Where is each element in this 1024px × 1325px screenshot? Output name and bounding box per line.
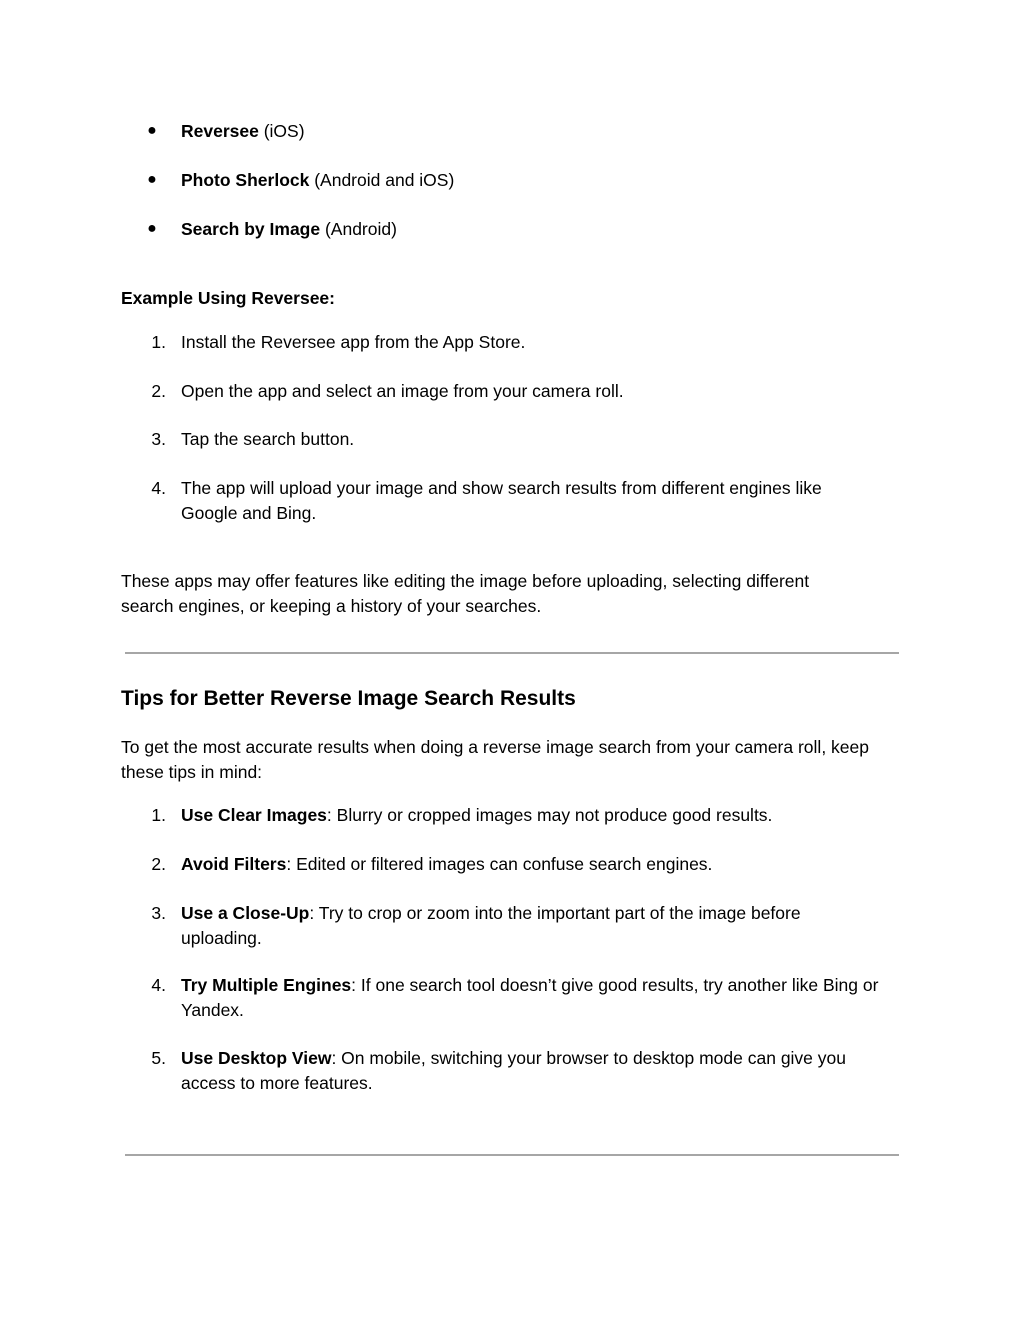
tip-title: Use Clear Images xyxy=(181,805,327,825)
app-platform: (Android and iOS) xyxy=(309,170,455,190)
tip-text xyxy=(181,803,901,828)
step-text: Tap the search button. xyxy=(181,429,355,449)
tip-number: 5. xyxy=(151,1048,166,1068)
tip-text xyxy=(181,901,861,950)
tip-number: 1. xyxy=(151,805,166,825)
tip-description: : Edited or filtered images can confuse search engines. xyxy=(286,854,713,874)
step-number: 3. xyxy=(151,429,166,449)
app-platform: (Android) xyxy=(320,219,397,239)
step-number: 2. xyxy=(151,381,166,401)
step-text: The app will upload your image and show search results from different engines like Google and Bing. xyxy=(181,478,822,523)
example-heading: Example Using Reversee: xyxy=(121,288,335,308)
app-name: Search by Image xyxy=(181,219,321,239)
horizontal-divider xyxy=(125,652,899,654)
step-number: 1. xyxy=(151,332,166,352)
tip-text xyxy=(181,852,901,877)
app-entry xyxy=(181,217,901,242)
tip-description: : Try to crop or zoom into the important part of the image before uploading. xyxy=(181,903,801,948)
step-number: 4. xyxy=(151,478,166,498)
app-name: Reversee xyxy=(181,121,259,141)
bullet-marker: ● xyxy=(147,122,157,139)
tip-title: Try Multiple Engines xyxy=(181,975,352,995)
app-entry xyxy=(181,119,901,144)
tip-description: : If one search tool doesn’t give good results, try another like Bing or Yandex. xyxy=(181,975,879,1020)
tip-text xyxy=(181,1046,891,1095)
bullet-marker: ● xyxy=(147,171,157,188)
app-platform: (iOS) xyxy=(258,121,305,141)
tip-title: Use a Close-Up xyxy=(181,903,310,923)
step-text: Open the app and select an image from your camera roll. xyxy=(181,381,624,401)
horizontal-divider xyxy=(125,1154,899,1156)
app-name: Photo Sherlock xyxy=(181,170,310,190)
features-paragraph: These apps may offer features like editing the image before uploading, selecting different search engines, or keeping a history of your searches. xyxy=(121,571,810,616)
tip-number: 3. xyxy=(151,903,166,923)
tip-description: : Blurry or cropped images may not produce good results. xyxy=(326,805,773,825)
tips-intro: To get the most accurate results when doing a reverse image search from your camera roll, keep these tips in mind: xyxy=(121,737,869,782)
tip-title: Use Desktop View xyxy=(181,1048,332,1068)
step-text: Install the Reversee app from the App Store. xyxy=(181,332,526,352)
tip-text xyxy=(181,973,901,1022)
app-entry xyxy=(181,168,901,193)
tip-number: 2. xyxy=(151,854,166,874)
tip-title: Avoid Filters xyxy=(181,854,287,874)
tip-description: : On mobile, switching your browser to desktop mode can give you access to more features. xyxy=(181,1048,846,1093)
bullet-marker: ● xyxy=(147,220,157,237)
tips-heading: Tips for Better Reverse Image Search Results xyxy=(121,687,576,710)
tip-number: 4. xyxy=(151,975,166,995)
